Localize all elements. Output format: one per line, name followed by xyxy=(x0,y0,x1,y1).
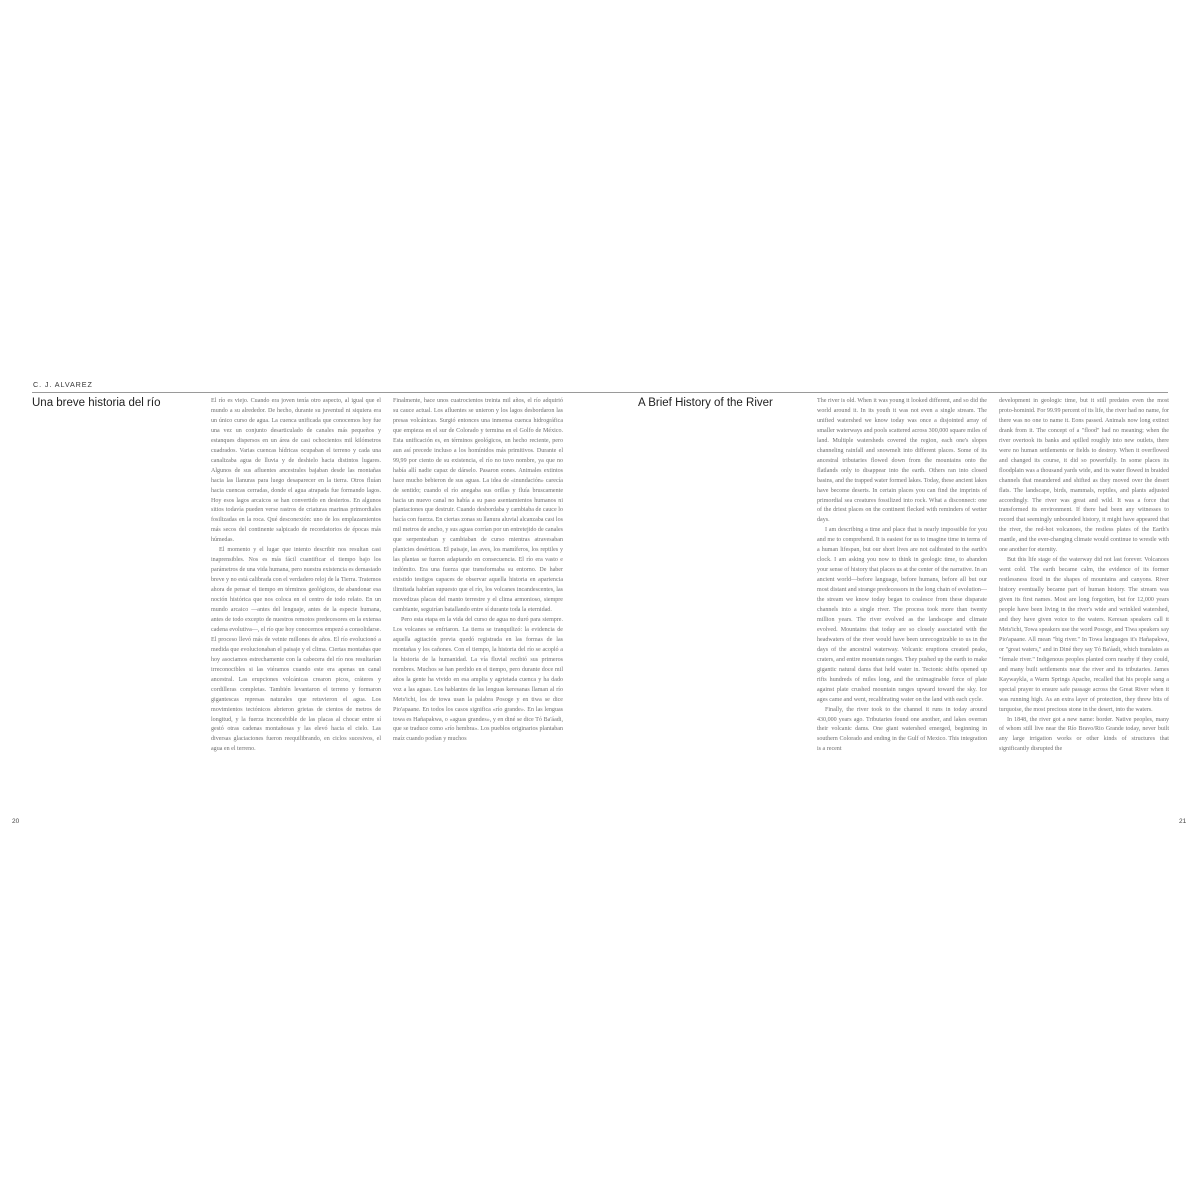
paragraph: The river is old. When it was young it looked different, and so did the world around it. In its youth it was not even a single stream. The unified watershed we know today was once a disjointed array of smaller waterways and pools scattered across 300,000 square miles of land. Multiple watersheds covered the region, each one's slopes channeling rainfall and snowmelt into different places. Some of its ancestral tributaries flowed down from the mountains onto the flatlands only to disappear into the earth. Others ran into closed basins, and the trapped water formed lakes. Today, these ancient lakes have become deserts. In certain places you can find the imprints of primordial sea creatures fossilized into rock. What a disconnect: one of the driest places on the continent flecked with reminders of wetter days. xyxy=(817,398,987,524)
running-head-author: C. J. ALVAREZ xyxy=(33,380,93,389)
left-page-column-1 xyxy=(211,397,381,769)
paragraph: In 1848, the river got a new name: border. Native peoples, many of whom still live near the Río Bravo/Rio Grande today, never built any large irrigation works or other kinds of structures that significantly disrupted the xyxy=(999,716,1169,753)
paragraph: El río es viejo. Cuando era joven tenía otro aspecto, al igual que el mundo a su alrededor. De hecho, durante su juventud ni siquiera era un único curso de agua. La cuenca unificada que conocemos hoy fue una vez un conjunto desarticulado de canales más pequeños y estanques dispersos en un área de casi ochocientos mil kilómetros cuadrados. Varias cuencas hídricas ocupaban el terreno y cada una canalizaba agua de lluvia y de deshielo hacia distintos lugares. Algunos de sus afluentes ancestrales bajaban desde las montañas hacia las llanuras para luego desaparecer en la tierra. Otros fluían hacia cuencas cerradas, donde el agua atrapada fue formando lagos. Hoy esos lagos arcaicos se han convertido en desiertos. En algunos sitios todavía pueden verse rastros de criaturas marinas primordiales fosilizadas en la roca. Qué desconexión: uno de los emplazamientos más secos del continente salpicado de recordatorios de épocas más húmedas. xyxy=(211,398,381,544)
paragraph: I am describing a time and place that is nearly impossible for you and me to comprehend. It is easiest for us to imagine time in terms of a human lifespan, but our short lives are not calibrated to the earth's clock. I am asking you now to think in geologic time, to abandon your sense of history that places us at the center of the narrative. In an ancient world—before language, before humans, before all but our most distant and strange predecessors in the long chain of evolution—the stream we know today began to coalesce from these disparate channels into a single river. The process took more than twenty million years. The river evolved as the landscape and climate evolved. Mountains that today are so closely associated with the headwaters of the river would have been unrecognizable to us in the days of the ancestral waterway. Volcanic eruptions created peaks, craters, and entire mountain ranges. They pushed up the earth to make gigantic natural dams that held water in. Tectonic shifts opened up rifts hundreds of miles long, and the unimaginable force of plate against plate crushed mountain ranges upward toward the sky. Ice ages came and went, recalibrating water on the land with each cycle. xyxy=(817,527,987,703)
right-page-number: 21 xyxy=(1179,818,1187,825)
right-page-title: A Brief History of the River xyxy=(638,397,773,409)
paragraph: Pero esta etapa en la vida del curso de agua no duró para siempre. Los volcanes se enfriaron. La tierra se tranquilizó: la evidencia de aquella agitación previa quedó registrada en las formas de las montañas y los cañones. Con el tiempo, la historia del río se acopló a la historia de la humanidad. La vía fluvial recibió sus primeros nombres. Muchos se han perdido en el tiempo, pero durante doce mil años la gente ha vivido en esa amplia y agrietada cuenca y ha dado voz a las aguas. Los hablantes de las lenguas keresanas llaman al río Mets'ichi, los de towa usan la palabra Posoge y en tiwa se dice Pio'apaane. En todos los casos significa «río grande». En las lenguas towa es Hañapakwa, o «aguas grandes», y en diné se dice Tó Ba'áadi, que se traduce como «río hembra». Los pueblos originarios plantaban maíz cuando podían y muchos xyxy=(393,616,563,743)
left-page-number: 20 xyxy=(12,818,20,825)
left-page-title: Una breve historia del río xyxy=(32,397,161,409)
right-page-column-2 xyxy=(999,397,1169,769)
right-page-column-1 xyxy=(817,397,987,769)
paragraph: Finalmente, hace unos cuatrocientos treinta mil años, el río adquirió su cauce actual. Los afluentes se unieron y los lagos desbordaron las presas volcánicas. Surgió entonces una inmensa cuenca hidrográfica que empieza en el sur de Colorado y termina en el Golfo de México. Esta unificación es, en términos geológicos, un hecho reciente, pero aun así precede incluso a los homínidos más primitivos. Durante el 99,99 por ciento de su existencia, el río no tuvo nombre, ya que no había allí nadie capaz de dárselo. Pasaron eones. Animales extintos hace mucho bebieron de sus aguas. La idea de «inundación» carecía de sentido; cuando el río anegaba sus orillas y fluía bruscamente hacia un nuevo canal no había a su paso asentamientos humanos ni plantaciones que destruir. Cuando desbordaba y cambiaba de cauce lo hacía con fuerza. En ciertas zonas su llanura aluvial alcanzaba casi los mil metros de ancho, y sus aguas corrían por un entretejido de canales que serpenteaban y cambiaban de curso mientras atravesaban planicies desérticas. El paisaje, las aves, los mamíferos, los reptiles y las plantas se fueron adaptando en consecuencia. El río era vasto e indómito. Era una fuerza que transformaba su entorno. De haber existido testigos capaces de observar aquella historia en apariencia ilimitada habrían supuesto que el río, los volcanes incandescentes, las movedizas placas del manto terrestre y el clima armonioso, siempre cambiante, seguirían batallando entre sí durante toda la eternidad. xyxy=(393,398,563,614)
paragraph: Finally, the river took to the channel it runs in today around 430,000 years ago. Tributaries found one another, and lakes overran their volcanic dams. One giant watershed emerged, beginning in southern Colorado and ending in the Gulf of Mexico. This integration is a recent xyxy=(817,706,987,753)
paragraph: But this life stage of the waterway did not last forever. Volcanoes went cold. The earth became calm, the evidence of its former restlessness fixed in the shapes of mountains and canyons. River history eventually became part of human history. The stream was given its first names. Most are long forgotten, but for 12,000 years people have been living in the river's wide and wrinkled watershed, and they have given voice to the waters. Keresan speakers call it Mets'ichi, Towa speakers use the word Posoge, and Tiwa speakers say Pio'apaane. All mean "big river." In Towa languages it's Hañapakwa, or "great waters," and in Diné they say Tó Ba'áadi, which translates as "female river." Indigenous peoples planted corn nearby if they could, and many built settlements near the river and its tributaries. James Kaywaykla, a Warm Springs Apache, recalled that his people sang a special prayer to ensure safe passage across the Great River when it was running high. As an extra layer of protection, they threw bits of turquoise, the most precious stone in the desert, into the waters. xyxy=(999,557,1169,713)
paragraph: development in geologic time, but it still predates even the most proto-hominid. For 99.99 percent of its life, the river had no name, for there was no one to name it. Eons passed. Animals now long extinct drank from it. The concept of a "flood" had no meaning; when the river overtook its banks and spilled roughly into new outlets, there were no human settlements or fields to destroy. When it overflowed and changed its course, it did so powerfully. In some places its floodplain was a thousand yards wide, and its water flowed in braided channels that meandered and shifted as they moved over the desert flats. The landscape, birds, mammals, reptiles, and plants adjusted accordingly. The river was great and wild. It was a force that transformed its environment. If there had been any witnesses to record that seemingly unbounded history, it might have appeared that the river, the red-hot volcanoes, the restless plates of the Earth's mantle, and the ever-changing climate would continue to wrestle with one another for eternity. xyxy=(999,398,1169,554)
header-rule xyxy=(32,392,1168,393)
paragraph: El momento y el lugar que intento describir nos resultan casi inaprensibles. Nos es más fácil cuantificar el tiempo bajo los parámetros de una vida humana, pero nuestra existencia es demasiado breve y no está calibrada con el verdadero reloj de la Tierra. Tratemos ahora de pensar el tiempo en términos geológicos, de abandonar esa noción histórica que nos coloca en el centro de todo relato. En un mundo arcaico —antes del lenguaje, antes de la especie humana, antes de todo excepto de nuestros remotos predecesores en la extensa cadena evolutiva—, el río que hoy conocemos empezó a consolidarse. El proceso llevó más de veinte millones de años. El río evolucionó a medida que evolucionaban el paisaje y el clima. Ciertas montañas que hoy asociamos estrechamente con la cabecera del río nos resultarían irreconocibles si las viéramos cuando este era apenas un canal ancestral. Las erupciones volcánicas crearon picos, cráteres y cordilleras completas. También levantaron el terreno y formaron gigantescas represas naturales que retuvieron el agua. Los movimientos tectónicos abrieron grietas de cientos de metros de longitud, y la fuerza inconcebible de las placas al chocar entre sí gestó otras cadenas montañosas y las elevó hacia el cielo. Las diversas glaciaciones fueron reequilibrando, en ciclos sucesivos, el agua en el terreno. xyxy=(211,547,381,753)
left-page-column-2 xyxy=(393,397,563,769)
